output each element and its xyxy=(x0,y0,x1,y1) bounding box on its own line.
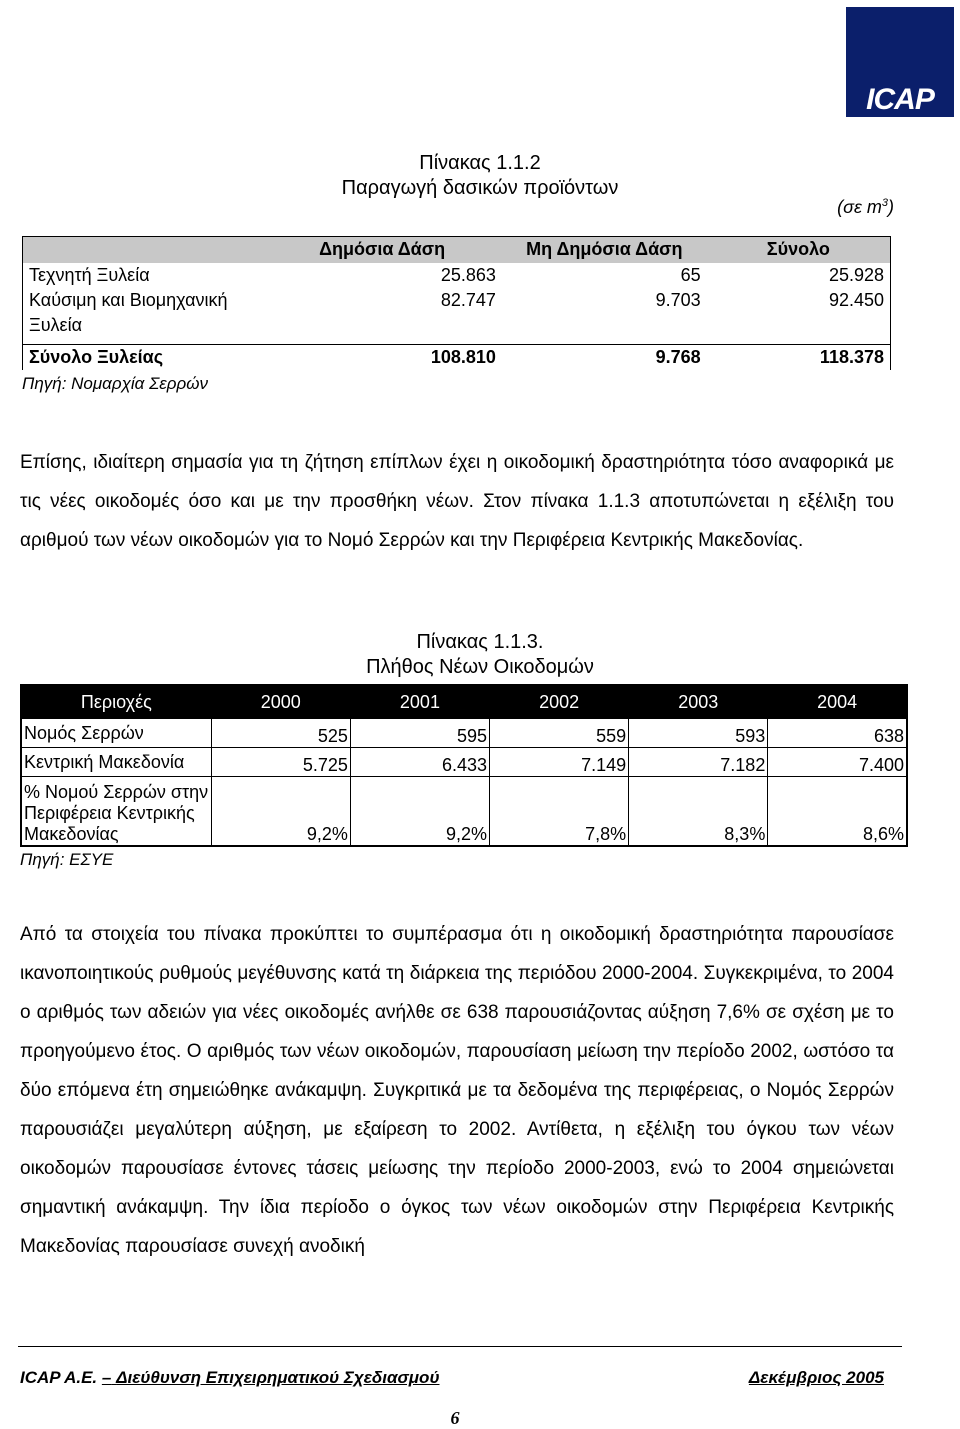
cell-value: 118.378 xyxy=(707,345,891,371)
row-label: Καύσιμη και Βιομηχανική Ξυλεία xyxy=(29,290,228,335)
table1-subtitle: Παραγωγή δασικών προϊόντων xyxy=(341,177,619,199)
table2-title: Πίνακας 1.1.3. xyxy=(416,631,544,653)
header-cell: Περιοχές xyxy=(21,685,211,719)
new-buildings-table xyxy=(20,684,908,847)
footer-company: ICAP A.E. – Διεύθυνση Επιχειρηματικού Σχεδιασμού xyxy=(20,1368,440,1387)
body-paragraph-1: Επίσης, ιδιαίτερη σημασία για τη ζήτηση επίπλων έχει η οικοδομική δραστηριότητα τόσο αναφορικά με τις νέες οικοδομές όσο και με την προσθήκη νέων. Στον πίνακα 1.1.3 αποτυπώνεται η εξέλιξη του αριθμού των νέων οικοδομών για το Νομό Σερρών και την Περιφέρεια Κεντρικής Μακεδονίας. xyxy=(20,452,894,551)
header-cell: Δημόσια Δάση xyxy=(262,237,502,264)
cell-value: 7.182 xyxy=(629,748,768,777)
row-label: Τεχνητή Ξυλεία xyxy=(29,265,150,285)
row-label: Κεντρική Μακεδονία xyxy=(21,748,211,777)
forest-products-table xyxy=(22,236,891,370)
body-paragraph-2: Από τα στοιχεία του πίνακα προκύπτει το συμπέρασμα ότι η οικοδομική δραστηριότητα παρουσίασε ικανοποιητικούς ρυθμούς μεγέθυνσης κατά τη διάρκεια της περιόδου 2000-2004. Συγκεκριμένα, το 2004 ο αριθμός των αδειών για νέες οικοδομές ανήλθε σε 638 παρουσιάζοντας αύξηση 7,6% σε σχέση με το προηγούμενο έτος. Ο αριθμός των νέων οικοδομών, παρουσίαση μείωση την περίοδο 2002, ωστόσο τα δύο επόμενα έτη σημειώθηκε ανάκαμψη. Συγκριτικά με τα δεδομένα της περιφέρειας, ο Νομός Σερρών παρουσιάζει μεγαλύτερη αύξηση, με εξαίρεση το 2002. Αντίθετα, η εξέλιξη του όγκου των νέων οικοδομών παρουσίασε έντονες τάσεις μείωσης την περίοδο 2000-2003, ενώ το 2004 σημειώνεται σημαντική ανάκαμψη. Την ίδια περίοδο ο όγκος των νέων οικοδομών στην Περιφέρεια Κεντρικής Μακεδονίας παρουσίασε συνεχή ανοδική xyxy=(20,924,894,1257)
cell-value: 65 xyxy=(680,265,701,285)
cell-value: 7,8% xyxy=(490,777,629,847)
cell-value: 9,2% xyxy=(350,777,489,847)
cell-value: 108.810 xyxy=(262,345,502,371)
cell-value: 7.149 xyxy=(490,748,629,777)
cell-value: 559 xyxy=(490,719,629,748)
table1-title: Πίνακας 1.1.2 xyxy=(419,152,541,174)
cell-value: 525 xyxy=(211,719,350,748)
cell-value: 6.433 xyxy=(350,748,489,777)
table-header-row xyxy=(21,685,907,719)
cell-value: 25.928 xyxy=(828,265,884,285)
header-cell: Μη Δημόσια Δάση xyxy=(502,237,707,264)
table-header-row xyxy=(23,237,891,264)
table-row xyxy=(23,288,891,345)
icap-logo xyxy=(846,7,954,117)
header-cell xyxy=(23,237,263,264)
cell-value: 82.747 xyxy=(440,290,496,310)
table2-subtitle: Πλήθος Νέων Οικοδομών xyxy=(366,656,594,678)
cell-value: 593 xyxy=(629,719,768,748)
cell-value: 9.768 xyxy=(502,345,707,371)
table-row xyxy=(23,263,891,288)
table-row xyxy=(21,748,907,777)
header-cell: 2004 xyxy=(768,685,907,719)
cell-value: 9.703 xyxy=(655,290,701,310)
cell-value: 25.863 xyxy=(440,265,496,285)
cell-value: 92.450 xyxy=(828,290,884,310)
table-total-row xyxy=(23,345,891,371)
table2-source: Πηγή: ΕΣΥΕ xyxy=(20,850,114,869)
footer-divider xyxy=(18,1346,902,1347)
footer-date: Δεκέμβριος 2005 xyxy=(748,1368,884,1387)
row-label: % Νομού Σερρών στην Περιφέρεια Κεντρικής Μακεδονίας xyxy=(21,777,211,847)
cell-value: 8,3% xyxy=(629,777,768,847)
table-row xyxy=(21,719,907,748)
table1-source: Πηγή: Νομαρχία Σερρών xyxy=(22,374,208,393)
cell-value: 638 xyxy=(768,719,907,748)
header-cell: 2000 xyxy=(211,685,350,719)
row-label: Σύνολο Ξυλείας xyxy=(23,345,263,371)
row-label: Νομός Σερρών xyxy=(21,719,211,748)
cell-value: 595 xyxy=(350,719,489,748)
header-cell: 2003 xyxy=(629,685,768,719)
header-cell: 2002 xyxy=(490,685,629,719)
table1-unit: (σε $m^3$) xyxy=(837,197,894,217)
cell-value: 7.400 xyxy=(768,748,907,777)
header-cell: Σύνολο xyxy=(707,237,891,264)
cell-value: 9,2% xyxy=(211,777,350,847)
header-cell: 2001 xyxy=(350,685,489,719)
cell-value: 5.725 xyxy=(211,748,350,777)
cell-value: 8,6% xyxy=(768,777,907,847)
logo-text: ICAP xyxy=(866,83,934,116)
page-number: 6 xyxy=(450,1408,460,1428)
table-row xyxy=(21,777,907,847)
